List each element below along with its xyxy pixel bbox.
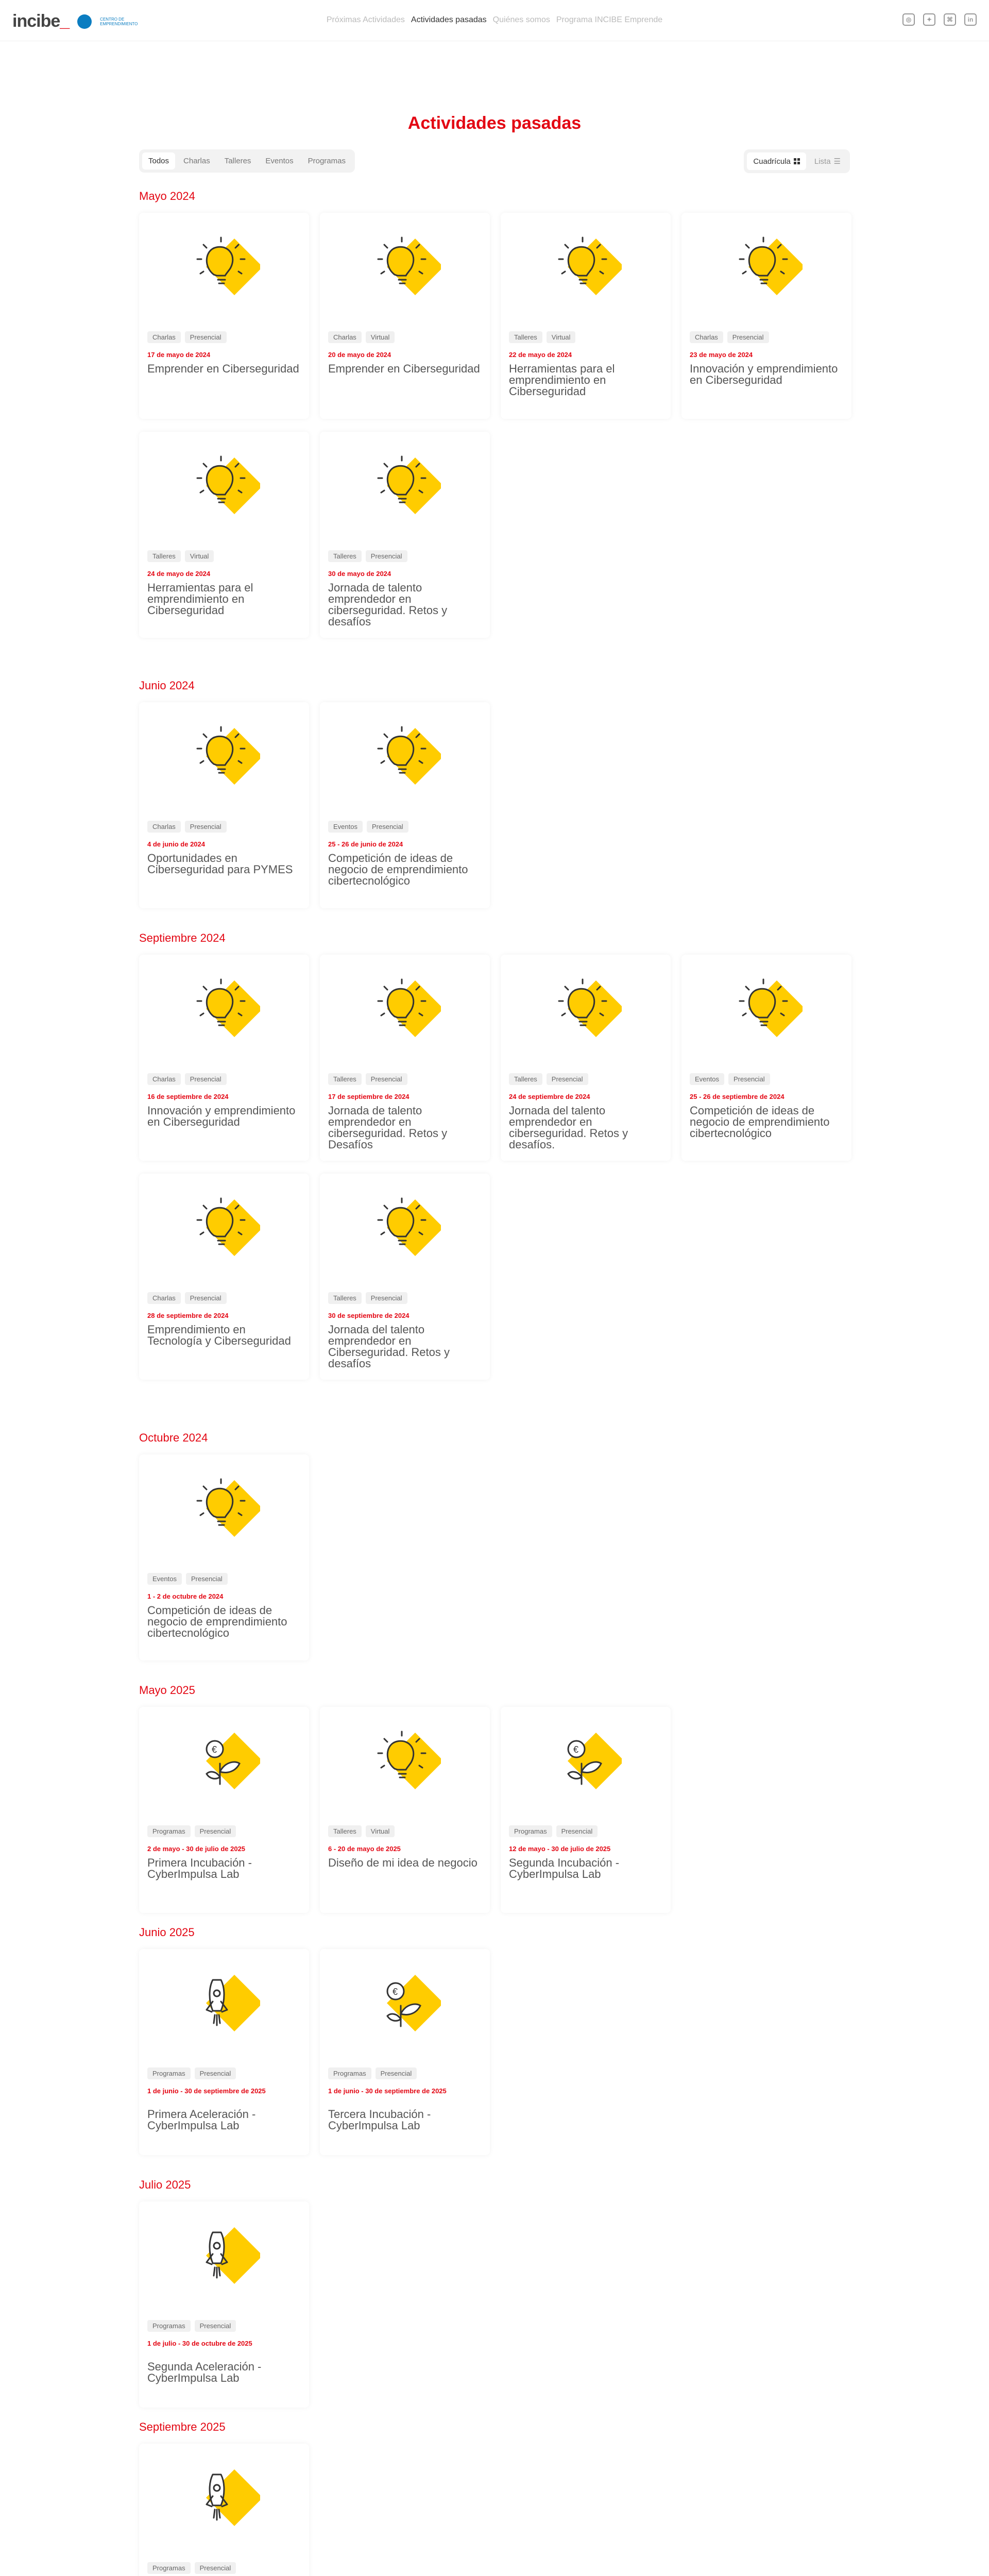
card-title[interactable]: Competición de ideas de negocio de emprendimiento cibertecnológico (690, 1104, 830, 1140)
card-date: 23 de mayo de 2024 (690, 351, 753, 359)
lightbulb-icon (320, 1174, 490, 1282)
activity-card[interactable] (320, 213, 490, 419)
rocket-icon (139, 2201, 309, 2310)
card-tags (147, 1573, 228, 1585)
card-title[interactable]: Jornada de talento emprendedor en ciberseguridad. Retos y desafíos (328, 581, 448, 628)
card-date: 28 de septiembre de 2024 (147, 1312, 229, 1319)
card-tags (147, 2320, 236, 2332)
card-date: 1 de julio - 30 de octubre de 2025 (147, 2340, 252, 2347)
card-title[interactable]: Herramientas para el emprendimiento en Ciberseguridad (147, 581, 253, 617)
activity-card[interactable] (139, 213, 309, 419)
rocket-icon (139, 2444, 309, 2552)
web-icon[interactable]: ⌘ (944, 13, 956, 26)
activity-card[interactable] (320, 432, 490, 638)
card-tags (147, 550, 214, 562)
card-tags (690, 331, 769, 343)
activity-card[interactable] (139, 955, 309, 1161)
tag-badge: Presencial (195, 2562, 236, 2574)
card-tags (509, 331, 575, 343)
tag-badge: Presencial (366, 1073, 407, 1085)
svg-text:€: € (573, 1744, 579, 1755)
activity-card[interactable] (681, 213, 851, 419)
card-tags (328, 331, 395, 343)
tag-badge: Talleres (509, 331, 542, 343)
month-heading: Mayo 2024 (139, 190, 195, 202)
card-date: 20 de mayo de 2024 (328, 351, 391, 359)
card-tags (147, 331, 227, 343)
activity-card[interactable] (501, 1707, 671, 1913)
tag-badge: Presencial (376, 2067, 417, 2079)
lightbulb-icon (139, 1174, 309, 1282)
card-title[interactable]: Jornada de talento emprendedor en ciberseguridad. Retos y Desafíos (328, 1104, 448, 1151)
lightbulb-icon (320, 702, 490, 810)
card-tags (328, 550, 407, 562)
activity-card[interactable] (139, 432, 309, 638)
coin-plant-icon (320, 1949, 490, 2057)
tag-badge: Programas (147, 2067, 191, 2079)
tag-badge: Programas (147, 1825, 191, 1837)
activity-card[interactable] (501, 955, 671, 1161)
card-tags (147, 1292, 227, 1304)
tag-badge: Presencial (195, 2320, 236, 2332)
card-date: 25 - 26 de junio de 2024 (328, 840, 403, 848)
card-tags (509, 1073, 588, 1085)
tag-badge: Presencial (185, 1073, 227, 1085)
svg-text:€: € (393, 1987, 398, 1997)
month-heading: Septiembre 2025 (139, 2420, 226, 2433)
card-title[interactable]: Oportunidades en Ciberseguridad para PYMES (147, 852, 293, 876)
card-title[interactable]: Emprender en Ciberseguridad (328, 362, 480, 375)
activity-card[interactable] (681, 955, 851, 1161)
card-date: 1 de junio - 30 de septiembre de 2025 (328, 2087, 447, 2095)
card-tags (328, 1292, 407, 1304)
card-date: 24 de mayo de 2024 (147, 570, 211, 578)
tag-badge: Presencial (547, 1073, 588, 1085)
filter-eventos[interactable]: Eventos (265, 157, 294, 165)
activity-card[interactable] (139, 1174, 309, 1380)
grid-view-label: Cuadrícula (753, 157, 791, 166)
tag-badge: Virtual (547, 331, 576, 343)
tag-badge: Presencial (195, 2067, 236, 2079)
card-tags (690, 1073, 770, 1085)
tag-badge: Presencial (185, 821, 227, 833)
card-date: 17 de mayo de 2024 (147, 351, 211, 359)
tag-badge: Virtual (185, 550, 214, 562)
card-tags (509, 1825, 598, 1837)
lightbulb-icon (139, 1454, 309, 1563)
month-heading: Mayo 2025 (139, 1684, 195, 1697)
activity-card[interactable] (139, 2444, 309, 2576)
month-heading: Octubre 2024 (139, 1431, 208, 1444)
activity-card[interactable] (320, 955, 490, 1161)
tag-badge: Programas (328, 2067, 371, 2079)
tag-badge: Eventos (147, 1573, 182, 1585)
view-toggle (744, 149, 850, 173)
month-heading: Julio 2025 (139, 2178, 191, 2191)
card-title[interactable]: Jornada del talento emprendedor en ciberseguridad. Retos y desafíos. (509, 1104, 628, 1151)
card-date: 25 - 26 de septiembre de 2024 (690, 1093, 785, 1100)
card-title[interactable]: Innovación y emprendimiento en Ciberseguridad (147, 1104, 296, 1128)
tag-badge: Presencial (185, 1292, 227, 1304)
card-title[interactable]: Emprendimiento en Tecnología y Ciberseguridad (147, 1323, 291, 1347)
social-links (902, 13, 977, 26)
card-title[interactable]: Innovación y emprendimiento en Ciberseguridad (690, 362, 838, 386)
card-title[interactable]: Tercera Incubación - CyberImpulsa Lab (328, 2108, 431, 2132)
card-date: 22 de mayo de 2024 (509, 351, 572, 359)
tag-badge: Talleres (328, 550, 362, 562)
card-tags (147, 821, 227, 833)
list-view-label: Lista (814, 157, 831, 166)
card-date: 1 - 2 de octubre de 2024 (147, 1592, 224, 1600)
tag-badge: Presencial (366, 550, 407, 562)
tag-badge: Charlas (147, 331, 181, 343)
lightbulb-icon (320, 955, 490, 1063)
nav-item-0[interactable]: Próximas Actividades (326, 15, 405, 24)
card-date: 24 de septiembre de 2024 (509, 1093, 590, 1100)
activity-card[interactable] (320, 1174, 490, 1380)
instagram-icon[interactable]: ◎ (902, 13, 915, 26)
card-date: 2 de mayo - 30 de julio de 2025 (147, 1845, 246, 1853)
filter-todos[interactable]: Todos (142, 152, 175, 170)
nav-item-1[interactable]: Actividades pasadas (411, 15, 487, 24)
activity-card[interactable] (320, 1949, 490, 2155)
tag-badge: Presencial (727, 331, 769, 343)
activity-card[interactable] (139, 1454, 309, 1660)
card-tags (147, 1073, 227, 1085)
main-nav (0, 15, 989, 25)
lightbulb-icon (139, 432, 309, 540)
tag-badge: Talleres (328, 1292, 362, 1304)
incibe-logo: incibe_ (12, 11, 70, 31)
tag-badge: Presencial (195, 1825, 236, 1837)
activity-card[interactable] (501, 213, 671, 419)
tag-badge: Charlas (328, 331, 362, 343)
card-tags (147, 1825, 236, 1837)
card-title[interactable]: Primera Aceleración - CyberImpulsa Lab (147, 2108, 256, 2132)
rocket-icon (139, 1949, 309, 2057)
tag-badge: Charlas (147, 1292, 181, 1304)
card-title[interactable]: Jornada del talento emprendedor en Ciberseguridad. Retos y desafíos (328, 1323, 450, 1370)
lightbulb-icon (139, 955, 309, 1063)
card-title[interactable]: Segunda Aceleración - CyberImpulsa Lab (147, 2360, 262, 2384)
tag-badge: Programas (147, 2320, 191, 2332)
list-view-button[interactable] (808, 152, 847, 170)
card-title[interactable]: Segunda Incubación - CyberImpulsa Lab (509, 1856, 620, 1880)
lightbulb-icon (681, 955, 851, 1063)
month-heading: Septiembre 2024 (139, 931, 226, 944)
lightbulb-icon (320, 432, 490, 540)
linkedin-icon[interactable]: in (964, 13, 977, 26)
month-heading: Junio 2025 (139, 1926, 195, 1939)
tag-badge: Charlas (147, 821, 181, 833)
filter-talleres[interactable]: Talleres (224, 157, 251, 165)
filter-charlas[interactable]: Charlas (183, 157, 210, 165)
lightbulb-icon (681, 213, 851, 321)
card-date: 17 de septiembre de 2024 (328, 1093, 410, 1100)
activity-card[interactable] (139, 1949, 309, 2155)
activity-card[interactable] (139, 702, 309, 908)
lightbulb-icon (139, 213, 309, 321)
card-tags (147, 2562, 236, 2574)
tag-badge: Presencial (185, 331, 227, 343)
filter-programas[interactable]: Programas (308, 157, 346, 165)
card-title[interactable]: Competición de ideas de negocio de emprendimiento cibertecnológico (147, 1604, 287, 1639)
tag-badge: Programas (509, 1825, 552, 1837)
tag-badge: Presencial (728, 1073, 770, 1085)
tag-badge: Presencial (367, 821, 408, 833)
card-date: 4 de junio de 2024 (147, 840, 205, 848)
tag-badge: Charlas (147, 1073, 181, 1085)
card-tags (328, 1825, 395, 1837)
grid-view-button[interactable] (747, 152, 806, 170)
card-date: 16 de septiembre de 2024 (147, 1093, 229, 1100)
card-title[interactable]: Emprender en Ciberseguridad (147, 362, 299, 375)
card-title[interactable]: Competición de ideas de negocio de emprendimiento cibertecnológico (328, 852, 468, 887)
lightbulb-icon (501, 213, 671, 321)
lightbulb-icon (501, 955, 671, 1063)
tag-badge: Programas (147, 2562, 191, 2574)
tag-badge: Eventos (328, 821, 363, 833)
activity-card[interactable] (320, 702, 490, 908)
grid-icon (794, 158, 800, 164)
tag-badge: Talleres (328, 1825, 362, 1837)
tag-badge: Eventos (690, 1073, 724, 1085)
list-icon: ☰ (833, 157, 841, 166)
card-date: 6 - 20 de mayo de 2025 (328, 1845, 401, 1853)
activity-card[interactable] (320, 1707, 490, 1913)
lightbulb-icon (320, 1707, 490, 1815)
tag-badge: Talleres (147, 550, 181, 562)
month-heading: Junio 2024 (139, 679, 195, 692)
card-tags (328, 2067, 417, 2079)
nav-item-3[interactable]: Programa INCIBE Emprende (556, 15, 663, 24)
tag-badge: Talleres (509, 1073, 542, 1085)
twitter-icon[interactable]: ✦ (923, 13, 935, 26)
card-title[interactable]: Primera Incubación - CyberImpulsa Lab (147, 1856, 252, 1880)
card-date: 30 de septiembre de 2024 (328, 1312, 410, 1319)
lightbulb-icon (320, 213, 490, 321)
activity-card[interactable] (139, 2201, 309, 2408)
coin-plant-icon (501, 1707, 671, 1815)
tag-badge: Charlas (690, 331, 723, 343)
tag-badge: Presencial (556, 1825, 598, 1837)
tag-badge: Virtual (366, 1825, 395, 1837)
page-title: Actividades pasadas (407, 113, 582, 133)
tag-badge: Presencial (366, 1292, 407, 1304)
svg-text:€: € (212, 1744, 217, 1755)
tag-badge: Presencial (186, 1573, 228, 1585)
card-title[interactable]: Diseño de mi idea de negocio (328, 1856, 478, 1869)
card-tags (328, 1073, 407, 1085)
nav-item-2[interactable]: Quiénes somos (492, 15, 550, 24)
site-header (0, 0, 989, 41)
lightbulb-icon (139, 702, 309, 810)
tag-badge: Virtual (366, 331, 395, 343)
card-date: 1 de junio - 30 de septiembre de 2025 (147, 2087, 266, 2095)
badge-text: CENTRO DE EMPRENDIMIENTO (100, 16, 138, 26)
card-title[interactable]: Herramientas para el emprendimiento en Ciberseguridad (509, 362, 615, 398)
tag-badge: Talleres (328, 1073, 362, 1085)
category-filters (139, 149, 355, 173)
card-date: 12 de mayo - 30 de julio de 2025 (509, 1845, 611, 1853)
card-tags (147, 2067, 236, 2079)
activity-card[interactable] (139, 1707, 309, 1913)
card-tags (328, 821, 408, 833)
coin-plant-icon (139, 1707, 309, 1815)
card-date: 30 de mayo de 2024 (328, 570, 391, 578)
